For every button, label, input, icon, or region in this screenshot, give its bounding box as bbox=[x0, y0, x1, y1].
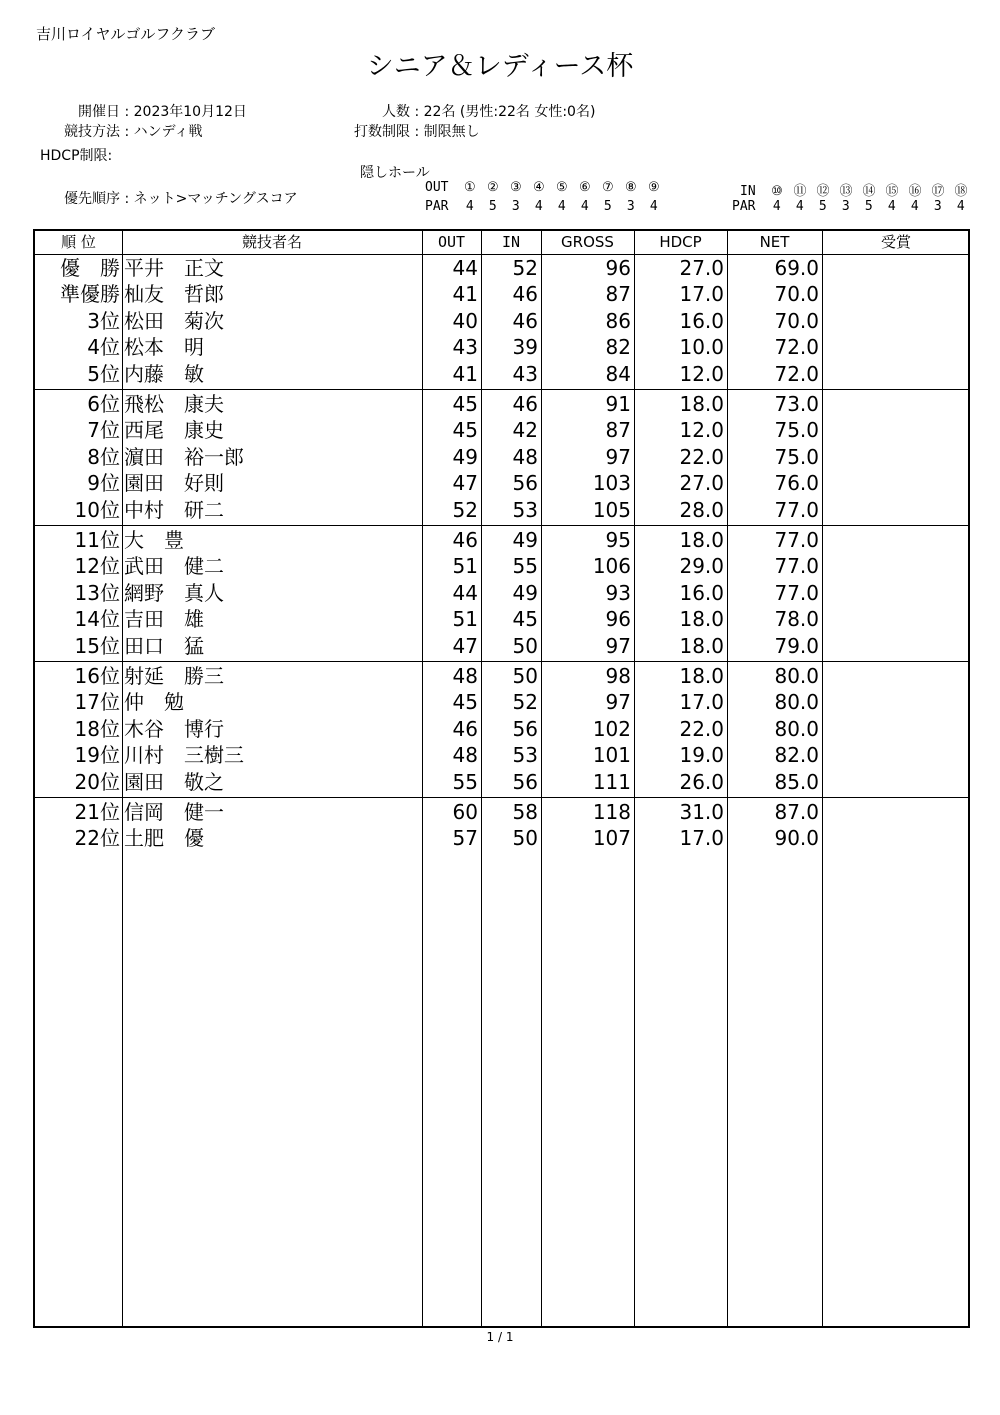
cell-rank: 14位 bbox=[74, 607, 120, 632]
cell-in: 53 bbox=[512, 497, 538, 522]
hole-number: ⑭ bbox=[862, 184, 876, 199]
hole-number: ⑬ bbox=[839, 184, 853, 199]
cell-rank: 優 勝 bbox=[60, 256, 120, 280]
table-row bbox=[35, 527, 968, 553]
cell-in: 58 bbox=[512, 800, 538, 824]
cell-out: 52 bbox=[452, 497, 478, 522]
cell-rank: 16位 bbox=[74, 664, 120, 688]
cell-rank: 21位 bbox=[74, 800, 120, 824]
out-label: OUT bbox=[425, 180, 449, 195]
priority-line: 優先順序 : ネット>マッチングスコア bbox=[40, 188, 298, 208]
cell-name: 吉田 雄 bbox=[124, 607, 204, 632]
cell-out: 51 bbox=[452, 607, 478, 632]
players-label: 人数 bbox=[382, 104, 410, 120]
table-row bbox=[35, 553, 968, 579]
cell-net: 73.0 bbox=[774, 392, 819, 416]
players-line: 人数 : 22名 (男性:22名 女性:0名) bbox=[330, 101, 595, 121]
cell-in: 53 bbox=[512, 743, 538, 768]
cell-rank: 準優勝 bbox=[60, 282, 120, 307]
cell-gross: 118 bbox=[592, 800, 631, 824]
cell-name: 土肥 優 bbox=[124, 826, 204, 851]
col-header-out: OUT bbox=[437, 233, 466, 251]
cell-name: 松田 菊次 bbox=[124, 308, 224, 333]
cell-hdcp: 22.0 bbox=[679, 444, 724, 469]
hole-number: ⑫ bbox=[816, 184, 830, 199]
cell-net: 79.0 bbox=[774, 633, 819, 658]
cell-net: 69.0 bbox=[774, 256, 819, 280]
hole-number: ③ bbox=[509, 180, 522, 195]
cell-out: 47 bbox=[452, 471, 478, 496]
cell-in: 56 bbox=[512, 716, 538, 741]
par-label: PAR bbox=[425, 199, 449, 214]
cell-in: 56 bbox=[512, 471, 538, 496]
cell-hdcp: 28.0 bbox=[679, 497, 724, 522]
cell-out: 40 bbox=[452, 308, 478, 333]
cell-name: 内藤 敏 bbox=[124, 361, 204, 386]
cell-out: 46 bbox=[452, 716, 478, 741]
cell-net: 85.0 bbox=[774, 769, 819, 794]
cell-hdcp: 12.0 bbox=[679, 361, 724, 386]
table-row bbox=[35, 334, 968, 360]
cell-name: 信岡 健一 bbox=[124, 800, 224, 824]
cell-gross: 91 bbox=[605, 392, 631, 416]
cell-gross: 93 bbox=[605, 580, 631, 605]
cell-out: 51 bbox=[452, 554, 478, 579]
method-line: 競技方法 : ハンディ戦 bbox=[40, 121, 203, 141]
cell-hdcp: 17.0 bbox=[679, 826, 724, 851]
results-table bbox=[33, 229, 970, 1328]
cell-net: 72.0 bbox=[774, 335, 819, 360]
cell-gross: 87 bbox=[605, 282, 631, 307]
hole-number: ⑯ bbox=[908, 184, 922, 199]
cell-rank: 13位 bbox=[74, 580, 120, 605]
cell-hdcp: 16.0 bbox=[679, 308, 724, 333]
cell-in: 43 bbox=[512, 361, 538, 386]
date-line: 開催日 : 2023年10月12日 bbox=[40, 101, 247, 121]
cell-name: 川村 三樹三 bbox=[124, 743, 244, 768]
cell-hdcp: 16.0 bbox=[679, 580, 724, 605]
cell-gross: 95 bbox=[605, 528, 631, 552]
cell-out: 60 bbox=[452, 800, 478, 824]
cell-net: 70.0 bbox=[774, 282, 819, 307]
players-value: 22名 (男性:22名 女性:0名) bbox=[423, 104, 596, 120]
par-value: 4 bbox=[910, 199, 919, 214]
cell-net: 70.0 bbox=[774, 308, 819, 333]
hidden-holes-label: 隠しホール bbox=[360, 165, 430, 181]
cell-net: 80.0 bbox=[774, 716, 819, 741]
table-row bbox=[35, 633, 968, 659]
hole-number: ④ bbox=[532, 180, 545, 195]
cell-gross: 84 bbox=[605, 361, 631, 386]
cell-net: 87.0 bbox=[774, 800, 819, 824]
table-row bbox=[35, 444, 968, 470]
cell-name: 仲 勉 bbox=[124, 690, 184, 715]
cell-out: 48 bbox=[452, 664, 478, 688]
cell-rank: 12位 bbox=[74, 554, 120, 579]
cell-name: 武田 健二 bbox=[124, 554, 224, 579]
cell-gross: 87 bbox=[605, 418, 631, 443]
par-value: 4 bbox=[534, 199, 543, 214]
par-value: 4 bbox=[887, 199, 896, 214]
cell-net: 76.0 bbox=[774, 471, 819, 496]
table-row bbox=[35, 799, 968, 825]
cell-hdcp: 27.0 bbox=[679, 471, 724, 496]
hdcp-limit: HDCP制限: bbox=[40, 148, 113, 164]
cell-in: 49 bbox=[512, 528, 538, 552]
cell-gross: 97 bbox=[605, 690, 631, 715]
cell-hdcp: 26.0 bbox=[679, 769, 724, 794]
cell-net: 77.0 bbox=[774, 580, 819, 605]
cell-name: 大 豊 bbox=[124, 528, 184, 552]
cell-out: 48 bbox=[452, 743, 478, 768]
cell-name: 田口 猛 bbox=[124, 633, 204, 658]
cell-in: 56 bbox=[512, 769, 538, 794]
page-title: シニア＆レディース杯 bbox=[366, 51, 634, 82]
cell-out: 41 bbox=[452, 282, 478, 307]
cell-gross: 106 bbox=[592, 554, 631, 579]
par-value: 4 bbox=[772, 199, 781, 214]
cell-name: 園田 好則 bbox=[124, 471, 224, 496]
cell-hdcp: 18.0 bbox=[679, 633, 724, 658]
club-name: 吉川ロイヤルゴルフクラブ bbox=[36, 25, 215, 43]
cell-name: 飛松 康夫 bbox=[124, 392, 224, 416]
cell-out: 45 bbox=[452, 690, 478, 715]
cell-net: 72.0 bbox=[774, 361, 819, 386]
group-divider bbox=[35, 389, 968, 390]
out-par-row bbox=[425, 199, 665, 214]
par-value: 5 bbox=[864, 199, 873, 214]
cell-gross: 97 bbox=[605, 444, 631, 469]
date-value: 2023年10月12日 bbox=[133, 104, 247, 120]
cell-gross: 103 bbox=[592, 471, 631, 496]
cell-hdcp: 17.0 bbox=[679, 690, 724, 715]
col-header-rank: 順 位 bbox=[61, 233, 96, 251]
table-row bbox=[35, 769, 968, 795]
table-row bbox=[35, 663, 968, 689]
cell-out: 46 bbox=[452, 528, 478, 552]
cell-hdcp: 18.0 bbox=[679, 607, 724, 632]
cell-name: 園田 敬之 bbox=[124, 769, 224, 794]
hole-number: ⑰ bbox=[931, 184, 945, 199]
table-row bbox=[35, 391, 968, 417]
par-value: 5 bbox=[818, 199, 827, 214]
cell-net: 75.0 bbox=[774, 444, 819, 469]
par-value: 4 bbox=[795, 199, 804, 214]
cell-in: 39 bbox=[512, 335, 538, 360]
cell-in: 50 bbox=[512, 826, 538, 851]
cell-name: 網野 真人 bbox=[124, 580, 224, 605]
cell-gross: 102 bbox=[592, 716, 631, 741]
cell-in: 50 bbox=[512, 664, 538, 688]
cell-in: 45 bbox=[512, 607, 538, 632]
hole-number: ⑮ bbox=[885, 184, 899, 199]
cell-in: 52 bbox=[512, 256, 538, 280]
cell-name: 平井 正文 bbox=[124, 256, 224, 280]
cell-net: 77.0 bbox=[774, 497, 819, 522]
cell-rank: 20位 bbox=[74, 769, 120, 794]
cell-gross: 82 bbox=[605, 335, 631, 360]
cell-rank: 18位 bbox=[74, 716, 120, 741]
par-value: 3 bbox=[626, 199, 635, 214]
table-row bbox=[35, 606, 968, 632]
cell-hdcp: 19.0 bbox=[679, 743, 724, 768]
cell-hdcp: 17.0 bbox=[679, 282, 724, 307]
table-row bbox=[35, 417, 968, 443]
cell-gross: 97 bbox=[605, 633, 631, 658]
group-divider bbox=[35, 661, 968, 662]
col-header-in: IN bbox=[501, 233, 521, 251]
cell-hdcp: 22.0 bbox=[679, 716, 724, 741]
group-divider bbox=[35, 797, 968, 798]
col-header-gross: GROSS bbox=[561, 233, 614, 251]
hole-number: ⑦ bbox=[601, 180, 614, 195]
cell-rank: 15位 bbox=[74, 633, 120, 658]
table-row bbox=[35, 689, 968, 715]
cell-name: 木谷 博行 bbox=[124, 716, 224, 741]
cell-gross: 101 bbox=[592, 743, 631, 768]
cell-rank: 22位 bbox=[74, 826, 120, 851]
par-value: 3 bbox=[933, 199, 942, 214]
table-row bbox=[35, 497, 968, 523]
cell-out: 44 bbox=[452, 256, 478, 280]
cell-hdcp: 27.0 bbox=[679, 256, 724, 280]
cell-net: 75.0 bbox=[774, 418, 819, 443]
cell-hdcp: 29.0 bbox=[679, 554, 724, 579]
cell-name: 濵田 裕一郎 bbox=[124, 444, 244, 469]
cell-out: 49 bbox=[452, 444, 478, 469]
col-header-name: 競技者名 bbox=[241, 233, 302, 251]
cell-rank: 7位 bbox=[87, 418, 120, 443]
par-value: 4 bbox=[580, 199, 589, 214]
cell-net: 77.0 bbox=[774, 528, 819, 552]
cell-hdcp: 18.0 bbox=[679, 664, 724, 688]
cell-name: 杣友 哲郎 bbox=[124, 282, 224, 307]
priority-value: ネット>マッチングスコア bbox=[133, 191, 298, 207]
cell-name: 射延 勝三 bbox=[124, 664, 224, 688]
cell-out: 47 bbox=[452, 633, 478, 658]
stroke-limit-line: 打数制限 : 制限無し bbox=[330, 121, 480, 141]
hole-number: ⑤ bbox=[555, 180, 568, 195]
cell-gross: 96 bbox=[605, 256, 631, 280]
hole-number: ② bbox=[486, 180, 499, 195]
cell-rank: 9位 bbox=[87, 471, 120, 496]
cell-net: 78.0 bbox=[774, 607, 819, 632]
cell-out: 44 bbox=[452, 580, 478, 605]
cell-gross: 98 bbox=[605, 664, 631, 688]
cell-name: 西尾 康史 bbox=[124, 418, 224, 443]
cell-hdcp: 10.0 bbox=[679, 335, 724, 360]
cell-out: 45 bbox=[452, 418, 478, 443]
cell-gross: 111 bbox=[592, 769, 631, 794]
method-label: 競技方法 bbox=[64, 124, 120, 140]
par-value: 4 bbox=[649, 199, 658, 214]
date-label: 開催日 bbox=[78, 104, 120, 120]
in-holes-row bbox=[740, 180, 972, 199]
method-value: ハンディ戦 bbox=[133, 124, 203, 140]
stroke-limit-value: 制限無し bbox=[423, 124, 480, 140]
cell-out: 55 bbox=[452, 769, 478, 794]
col-header-net: NET bbox=[759, 233, 790, 251]
par-value: 3 bbox=[841, 199, 850, 214]
hole-number: ⑱ bbox=[954, 184, 968, 199]
col-header-award: 受賞 bbox=[880, 233, 911, 251]
cell-in: 46 bbox=[512, 392, 538, 416]
cell-in: 50 bbox=[512, 633, 538, 658]
out-holes-row bbox=[425, 180, 665, 195]
hole-number: ⑪ bbox=[793, 184, 807, 199]
cell-gross: 105 bbox=[592, 497, 631, 522]
cell-rank: 17位 bbox=[74, 690, 120, 715]
par-label: PAR bbox=[732, 199, 756, 214]
cell-out: 41 bbox=[452, 361, 478, 386]
cell-gross: 86 bbox=[605, 308, 631, 333]
cell-hdcp: 31.0 bbox=[679, 800, 724, 824]
table-row bbox=[35, 580, 968, 606]
table-row bbox=[35, 742, 968, 768]
hole-number: ⑩ bbox=[771, 184, 783, 199]
par-value: 5 bbox=[488, 199, 497, 214]
cell-name: 松本 明 bbox=[124, 335, 204, 360]
cell-rank: 4位 bbox=[87, 335, 120, 360]
page-number: 1 / 1 bbox=[486, 1330, 514, 1344]
cell-out: 45 bbox=[452, 392, 478, 416]
cell-net: 80.0 bbox=[774, 664, 819, 688]
table-row bbox=[35, 716, 968, 742]
hole-number: ⑨ bbox=[647, 180, 660, 195]
cell-in: 46 bbox=[512, 282, 538, 307]
cell-in: 55 bbox=[512, 554, 538, 579]
cell-gross: 96 bbox=[605, 607, 631, 632]
par-value: 4 bbox=[956, 199, 965, 214]
cell-rank: 8位 bbox=[87, 444, 120, 469]
in-label: IN bbox=[740, 184, 756, 199]
table-row bbox=[35, 361, 968, 387]
cell-hdcp: 18.0 bbox=[679, 392, 724, 416]
in-par-row bbox=[732, 199, 972, 214]
cell-rank: 3位 bbox=[87, 308, 120, 333]
col-header-hdcp: HDCP bbox=[659, 233, 702, 251]
cell-rank: 19位 bbox=[74, 743, 120, 768]
cell-in: 49 bbox=[512, 580, 538, 605]
cell-in: 46 bbox=[512, 308, 538, 333]
cell-net: 82.0 bbox=[774, 743, 819, 768]
cell-in: 42 bbox=[512, 418, 538, 443]
cell-gross: 107 bbox=[592, 826, 631, 851]
cell-hdcp: 12.0 bbox=[679, 418, 724, 443]
priority-label: 優先順序 bbox=[64, 191, 120, 207]
group-divider bbox=[35, 525, 968, 526]
hole-number: ⑧ bbox=[624, 180, 637, 195]
cell-name: 中村 研二 bbox=[124, 497, 224, 522]
par-value: 5 bbox=[603, 199, 612, 214]
cell-net: 90.0 bbox=[774, 826, 819, 851]
cell-hdcp: 18.0 bbox=[679, 528, 724, 552]
par-value: 4 bbox=[557, 199, 566, 214]
cell-in: 52 bbox=[512, 690, 538, 715]
table-row bbox=[35, 308, 968, 334]
hole-number: ① bbox=[463, 180, 476, 195]
stroke-limit-label: 打数制限 bbox=[354, 124, 410, 140]
table-row bbox=[35, 825, 968, 851]
cell-rank: 10位 bbox=[74, 497, 120, 522]
par-value: 4 bbox=[465, 199, 474, 214]
cell-rank: 11位 bbox=[74, 528, 120, 552]
table-row bbox=[35, 281, 968, 307]
hole-number: ⑥ bbox=[578, 180, 591, 195]
par-value: 3 bbox=[511, 199, 520, 214]
cell-out: 57 bbox=[452, 826, 478, 851]
cell-rank: 6位 bbox=[87, 392, 120, 416]
cell-rank: 5位 bbox=[87, 361, 120, 386]
cell-in: 48 bbox=[512, 444, 538, 469]
table-row bbox=[35, 470, 968, 496]
cell-net: 80.0 bbox=[774, 690, 819, 715]
table-row bbox=[35, 255, 968, 281]
cell-out: 43 bbox=[452, 335, 478, 360]
cell-net: 77.0 bbox=[774, 554, 819, 579]
